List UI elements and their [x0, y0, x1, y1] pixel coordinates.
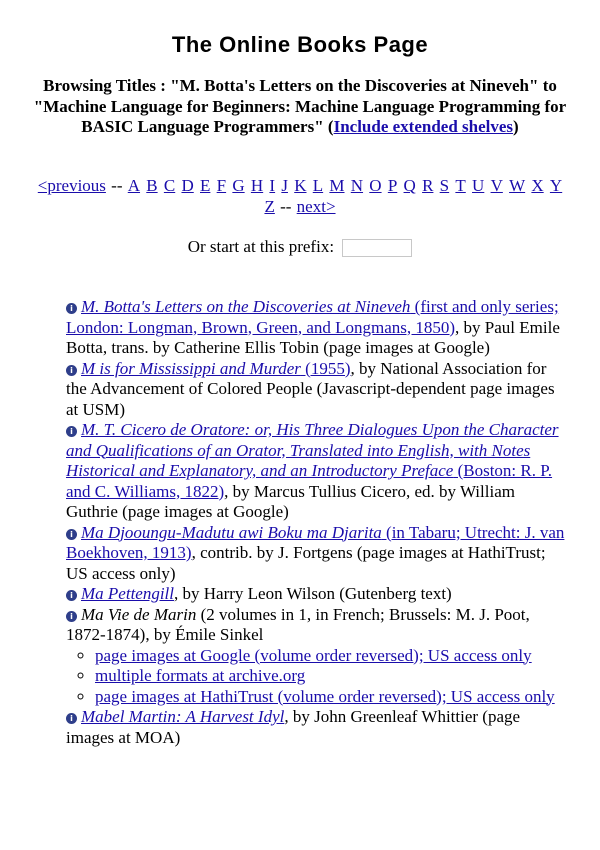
book-details: , by National Association for the Advancement of Colored People (Javascript-dependent page images at USM): [66, 358, 555, 419]
book-publication: (in Tabaru; Utrecht: J. van Boekhoven, 1913): [66, 522, 565, 562]
format-list: [66, 646, 571, 708]
info-icon[interactable]: i: [66, 713, 77, 724]
letter-link-w[interactable]: W: [509, 176, 526, 195]
letter-link-g[interactable]: G: [232, 176, 245, 195]
letter-link-m[interactable]: M: [329, 176, 345, 195]
letter-link-b[interactable]: B: [146, 176, 158, 195]
letter-link-y[interactable]: Y: [549, 176, 563, 195]
letter-link-v[interactable]: V: [490, 176, 503, 195]
browse-range-text: Browsing Titles : "M. Botta's Letters on the Discoveries at Nineveh" to "Machine Language for Beginners: Machine Language Programming for BASIC Language Programmers" (: [33, 76, 567, 136]
book-link[interactable]: [81, 584, 174, 603]
format-link[interactable]: multiple formats at archive.org: [95, 666, 306, 685]
prefix-search: [0, 237, 600, 258]
letter-link-l[interactable]: L: [312, 176, 324, 195]
letter-link-t[interactable]: T: [455, 176, 466, 195]
book-title: Ma Vie de Marin: [81, 604, 197, 624]
book-details: , contrib. by J. Fortgens (page images at HathiTrust; US access only): [66, 543, 546, 583]
format-item: [95, 687, 571, 708]
letter-link-e[interactable]: E: [200, 176, 211, 195]
book-title: Ma Djooungu-Madutu awi Boku ma Djarita: [81, 522, 382, 542]
book-title: Mabel Martin: A Harvest Idyl: [81, 707, 285, 726]
letter-link-c[interactable]: C: [163, 176, 176, 195]
book-title: Ma Pettengill: [81, 584, 175, 603]
letter-link-s[interactable]: S: [439, 176, 450, 195]
book-link[interactable]: [81, 707, 284, 726]
book-publication: (Boston: R. P. and C. Williams, 1822): [66, 461, 553, 501]
letter-link-i[interactable]: I: [269, 176, 276, 195]
letter-link-n[interactable]: N: [350, 176, 364, 195]
letter-link-j[interactable]: J: [281, 176, 288, 195]
info-icon[interactable]: i: [66, 365, 77, 376]
nav-separator: --: [280, 196, 296, 216]
letter-link-u[interactable]: U: [472, 176, 485, 195]
browse-heading: [30, 76, 570, 138]
book-entry: [66, 359, 571, 421]
book-publication: (first and only series; London: Longman, Brown, Green, and Longmans, 1850): [66, 297, 559, 337]
prefix-label: Or start at this prefix:: [187, 237, 335, 256]
book-entry: [66, 523, 571, 585]
book-details: (2 volumes in 1, in French; Brussels: M. J. Poot, 1872-1874), by Émile Sinkel: [66, 604, 530, 644]
letter-link-p[interactable]: P: [387, 176, 398, 195]
letter-link-o[interactable]: O: [369, 176, 382, 195]
book-details: , by John Greenleaf Whittier (page images at MOA): [66, 707, 521, 747]
book-entry: [66, 584, 571, 605]
format-item: [95, 666, 571, 687]
info-icon[interactable]: i: [66, 303, 77, 314]
page-title: The Online Books Page: [171, 32, 429, 57]
letter-link-a[interactable]: A: [127, 176, 141, 195]
prefix-input[interactable]: [342, 239, 412, 257]
book-title: M. Botta's Letters on the Discoveries at Nineveh: [81, 297, 411, 316]
previous-link[interactable]: <previous: [37, 176, 106, 195]
book-entry: [66, 297, 571, 359]
letter-link-r[interactable]: R: [422, 176, 434, 195]
format-link[interactable]: page images at HathiTrust (volume order reversed); US access only: [95, 686, 555, 706]
next-link[interactable]: next>: [296, 196, 336, 216]
include-extended-shelves-link[interactable]: Include extended shelves: [333, 117, 514, 136]
letter-link-q[interactable]: Q: [403, 176, 416, 195]
letter-link-z[interactable]: Z: [264, 196, 275, 216]
alphabet-nav: [30, 176, 570, 217]
nav-separator: --: [106, 176, 127, 195]
info-icon[interactable]: i: [66, 426, 77, 437]
book-entry: [66, 420, 571, 523]
letter-link-d[interactable]: D: [181, 176, 194, 195]
info-icon[interactable]: i: [66, 611, 77, 622]
browse-suffix: ): [513, 117, 519, 136]
info-icon[interactable]: i: [66, 590, 77, 601]
format-item: [95, 646, 571, 667]
book-list: [66, 297, 571, 748]
letter-link-f[interactable]: F: [216, 176, 227, 195]
letter-link-h[interactable]: H: [250, 176, 264, 195]
book-link[interactable]: [81, 359, 351, 378]
book-title: M. T. Cicero de Oratore: or, His Three Dialogues Upon the Character and Qualifications of an Orator, Translated into English, with Notes Historical and Explanatory, and an Introductory Preface: [66, 420, 559, 480]
info-icon[interactable]: i: [66, 529, 77, 540]
book-entry: [66, 707, 571, 748]
book-details: , by Paul Emile Botta, trans. by Catherine Ellis Tobin (page images at Google): [66, 317, 560, 357]
book-publication: (1955): [300, 358, 351, 378]
book-details: , by Harry Leon Wilson (Gutenberg text): [174, 584, 452, 603]
book-title: M is for Mississippi and Murder: [81, 358, 301, 378]
book-details: , by Marcus Tullius Cicero, ed. by William Guthrie (page images at Google): [66, 481, 515, 521]
letter-link-x[interactable]: X: [531, 176, 544, 195]
letter-link-k[interactable]: K: [294, 176, 307, 195]
book-entry: [66, 605, 571, 708]
format-link[interactable]: page images at Google (volume order reversed); US access only: [95, 645, 532, 665]
